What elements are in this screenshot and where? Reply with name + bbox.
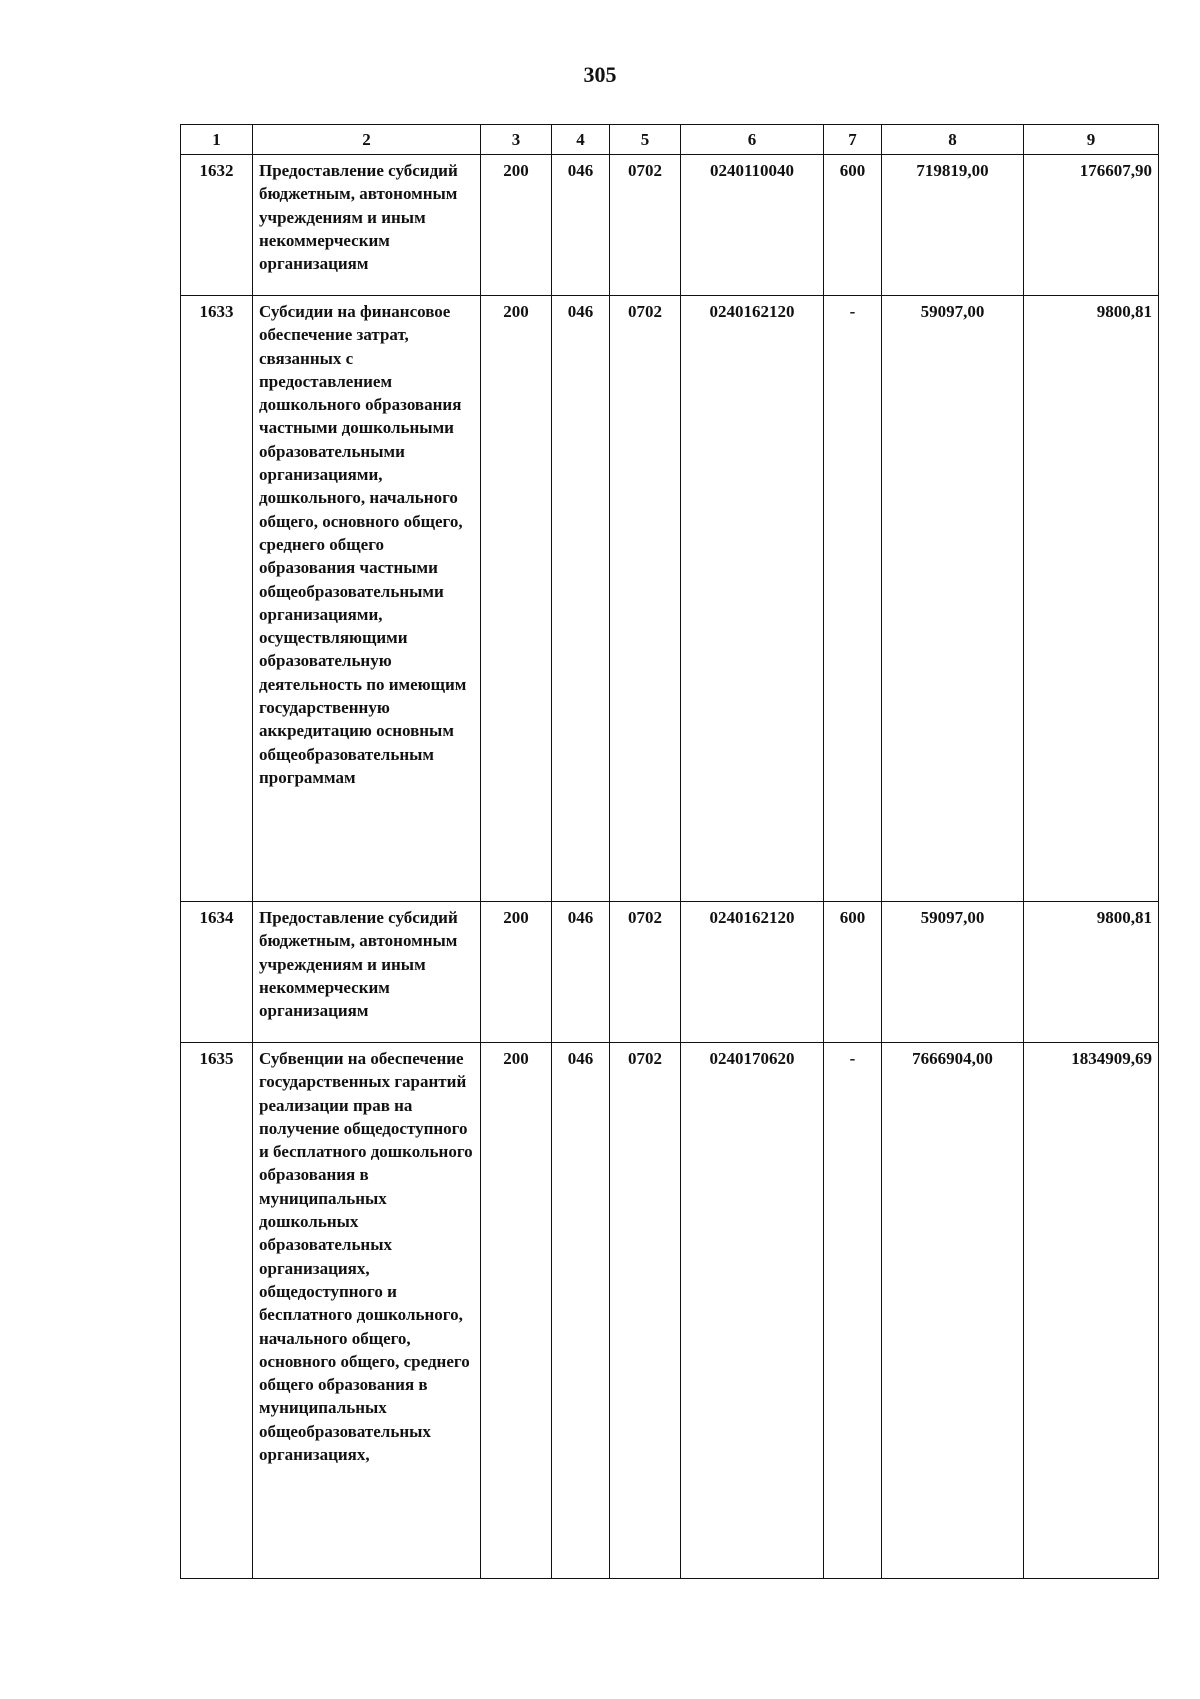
row-code-7: 600 [824,902,882,1043]
row-code-6: 0240170620 [681,1043,824,1579]
header-col-1: 1 [181,125,253,155]
row-name: Субвенции на обеспечение государственных гарантий реализации прав на получение общедоступного и бесплатного дошкольного образования в муниципальных дошкольных образовательных организациях, общедоступного и бесплатного дошкольного, начального общего, основного общего, среднего общего образования в муниципальных общеобразовательных организациях, [253,1043,481,1579]
row-number: 1633 [181,296,253,902]
row-amount-8: 59097,00 [882,296,1024,902]
row-number: 1632 [181,155,253,296]
row-code-3: 200 [481,296,552,902]
row-code-3: 200 [481,155,552,296]
header-col-9: 9 [1024,125,1159,155]
page-number: 305 [583,62,617,87]
row-code-5: 0702 [610,902,681,1043]
row-code-6: 0240162120 [681,902,824,1043]
row-code-3: 200 [481,902,552,1043]
row-code-6: 0240110040 [681,155,824,296]
header-col-5: 5 [610,125,681,155]
row-name: Предоставление субсидий бюджетным, автономным учреждениям и иным некоммерческим организациям [253,155,481,296]
row-amount-9: 9800,81 [1024,902,1159,1043]
row-code-4: 046 [552,902,610,1043]
row-number: 1634 [181,902,253,1043]
row-code-4: 046 [552,1043,610,1579]
row-code-7: - [824,296,882,902]
budget-table [180,124,1159,1579]
row-code-3: 200 [481,1043,552,1579]
row-code-4: 046 [552,296,610,902]
table-row [181,155,1159,296]
row-amount-9: 176607,90 [1024,155,1159,296]
row-amount-8: 719819,00 [882,155,1024,296]
row-number: 1635 [181,1043,253,1579]
row-code-5: 0702 [610,155,681,296]
header-col-2: 2 [253,125,481,155]
row-code-5: 0702 [610,1043,681,1579]
row-code-6: 0240162120 [681,296,824,902]
header-col-7: 7 [824,125,882,155]
row-code-4: 046 [552,155,610,296]
header-col-4: 4 [552,125,610,155]
row-code-5: 0702 [610,296,681,902]
row-amount-8: 7666904,00 [882,1043,1024,1579]
header-col-8: 8 [882,125,1024,155]
row-amount-9: 1834909,69 [1024,1043,1159,1579]
table-header-row [181,125,1159,155]
row-name: Субсидии на финансовое обеспечение затрат, связанных с предоставлением дошкольного образования частными дошкольными образовательными организациями, дошкольного, начального общего, основного общего, среднего общего образования частными общеобразовательными организациями, осуществляющими образовательную деятельность по имеющим государственную аккредитацию основным общеобразовательным программам [253,296,481,902]
row-name: Предоставление субсидий бюджетным, автономным учреждениям и иным некоммерческим организациям [253,902,481,1043]
table-row [181,1043,1159,1579]
row-amount-9: 9800,81 [1024,296,1159,902]
table-row [181,902,1159,1043]
header-col-6: 6 [681,125,824,155]
table-row [181,296,1159,902]
row-amount-8: 59097,00 [882,902,1024,1043]
row-code-7: 600 [824,155,882,296]
row-code-7: - [824,1043,882,1579]
header-col-3: 3 [481,125,552,155]
